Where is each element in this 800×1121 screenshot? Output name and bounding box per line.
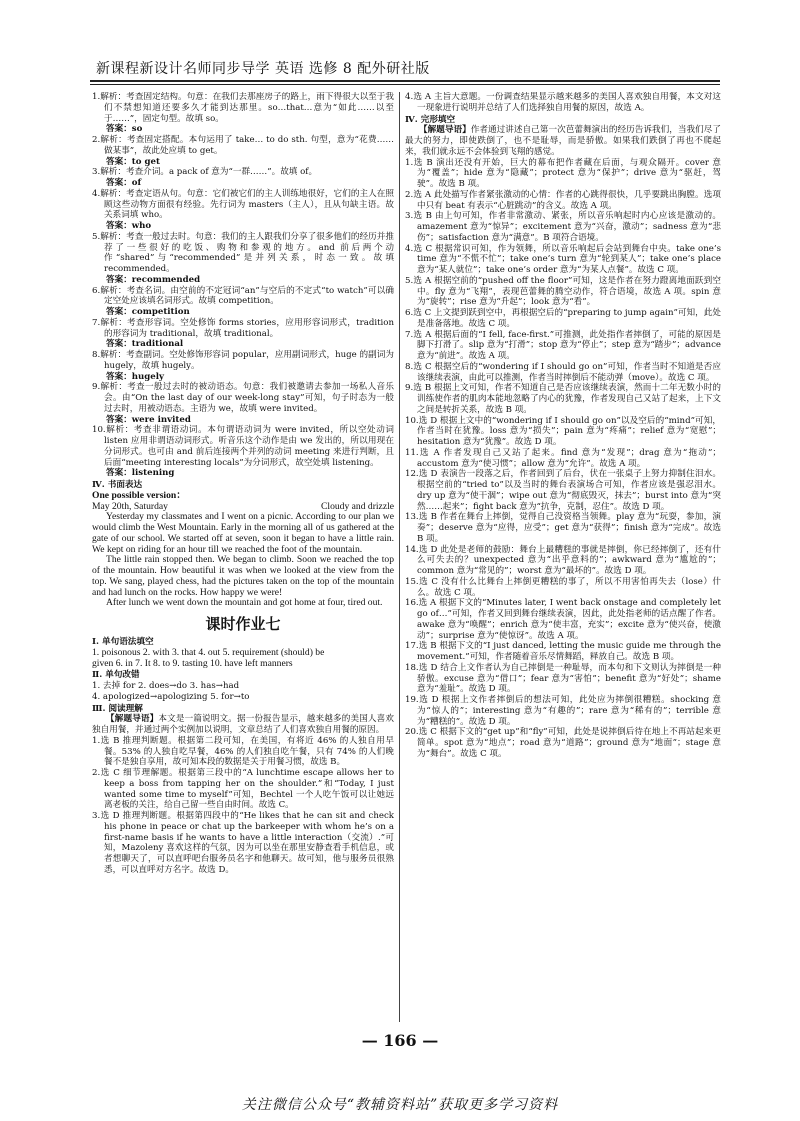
item-text: 解析：考查非谓语动词。本句谓语动词为 were invited，所以空处动词 listen 应用非谓语动词形式。听音乐这个动作是由 we 发出的，所以用现在分词形式。也可由 and 前后连接两个并列的动词 meeting 来进行判断，且后面“meeting interesting locals”为分词形式，故空处填 listening。 <box>104 425 394 468</box>
item-text: 选 A 作者发现自己又站了起来。find 意为“发现”；drag 意为“拖动”；accustom 意为“使习惯”；allow 意为“允许”。故选 A 项。 <box>417 447 721 469</box>
item-number: 2. <box>405 189 414 200</box>
answer-item <box>92 768 394 811</box>
item-number: 15. <box>405 576 419 587</box>
answer-item <box>92 189 394 221</box>
item-number: 16. <box>405 598 419 609</box>
item-number: 10. <box>92 425 106 436</box>
item-text: 选 C 根据空后的“wondering if I should go on”可知，作者当时不知道是否应该继续表演，由此可以推测，作者当时摔倒后不能动弹（move）。故选 C 项。 <box>413 361 721 383</box>
lesson-title: 课时作业七 <box>205 615 281 633</box>
answer-item <box>405 211 721 243</box>
answer-item <box>405 308 721 330</box>
section-heading-correction: Ⅱ. 单句改错 <box>92 670 140 681</box>
answer-item <box>92 92 394 124</box>
guide-label: 【解题导语】 <box>106 714 159 725</box>
item-number: 4. <box>92 188 101 199</box>
item-text: 选 C 根据下文的“get up”和“fly”可知，此处是说摔倒后待在地上不再站起来更简单。spot 意为“地点”；road 意为“道路”；ground 意为“地面”；stage 意为“舞台”。故选 C 项。 <box>417 727 721 759</box>
answer-item <box>405 598 721 641</box>
section-heading-fill: Ⅰ. 单句语法填空 <box>92 637 154 647</box>
reading-answer-4 <box>405 92 721 114</box>
item-number: 9. <box>92 382 101 393</box>
answer-line: 答案：hugely <box>106 371 165 382</box>
version-label: One possible version： <box>92 489 186 501</box>
item-text: 解析：考查一般过去时的被动语态。句意：我们被邀请去参加一场私人音乐会。由“On the last day of our week-long stay”可知，句子时态为一般过去时，用被动语态。主语为 we，故填 were invited。 <box>100 382 394 414</box>
item-text: 选 B 推理判断题。根据第二段可知，在美国，有将近 46% 的人独自用早餐。53% 的人独自吃早餐，46% 的人们独自吃午餐，只有 74% 的人们晚餐不是独自享用，故可知本段的数据是关于用餐习惯，故选 B。 <box>100 735 394 768</box>
answer-line: 答案：competition <box>106 307 190 317</box>
left-column <box>92 92 394 1022</box>
item-number: 6. <box>92 285 101 296</box>
item-text: 选 B 根据上文可知，作者不知道自己是否应该继续表演，然而十二年无数小时的训练使作者的肌肉本能地忽略了内心的犹豫，作者发现自己又站了起来，上下文之间是转折关系，故选 B 项。 <box>413 383 721 415</box>
item-number: 1. <box>405 157 414 168</box>
item-text: 解析：考查副词。空处修饰形容词 popular，应用副词形式，huge 的副词为 hugely，故填 hugely。 <box>100 350 394 371</box>
cloze-guide <box>405 125 721 157</box>
answer-item <box>405 577 721 599</box>
fill-answers-line-2: given 6. in 7. It 8. to 9. tasting 10. have left manners <box>92 657 293 669</box>
item-number: 3. <box>92 167 101 178</box>
item-text: 解析：考查介词。a pack of 意为“一群……”。故填 of。 <box>100 167 318 178</box>
answer-item <box>405 330 721 362</box>
answer-item <box>405 416 721 448</box>
section-heading-writing: Ⅳ. 书面表达 <box>92 480 143 490</box>
item-text: 选 D 结合上文作者认为自己摔倒是一种耻辱，而本句和下文则认为摔倒是一种骄傲。excuse 意为“借口”；fear 意为“害怕”；benefit 意为“好处”；shame 意为“羞耻”。故选 D 项。 <box>417 662 721 695</box>
answer-item <box>405 641 721 663</box>
essay-weather: Cloudy and drizzle <box>321 500 394 512</box>
item-text: 选 B 根据下文的“I just danced, letting the music guide me through the movement.”可知，作者随着音乐尽情舞蹈，释放自己。故选 B 项。 <box>417 641 721 662</box>
footer-note: 关注微信公众号“教辅资料站”获取更多学习资料 <box>241 1097 559 1113</box>
essay-paragraph: Yesterday my classmates and I went on a picnic. According to our plan we would climb the West Mountain. Early in the morning all of us gathered at the gate of our school. We started off at seven, soon it began to have a little rain. We kept on riding for an hour till we reached the foot of the mountain. <box>92 511 394 555</box>
item-number: 5. <box>405 275 414 286</box>
answer-line: 答案：were invited <box>106 414 191 425</box>
answer-line: 答案：to get <box>106 156 160 167</box>
item-number: 11. <box>405 447 419 458</box>
answer-item <box>405 190 721 212</box>
item-text: 选 B 演出还没有开始，巨大的幕布把作者藏在后面，与观众隔开。cover 意为“覆盖”；hide 意为“隐藏”；protect 意为“保护”；drive 意为“驱赶，驾驶”。故选 B 项。 <box>413 157 721 189</box>
answer-item <box>405 448 721 470</box>
item-text: 选 A 根据下文的“Minutes later, I went back onstage and completely let go of…”可知，作者又回到舞台继续表演，因此，此处指老师的话点醒了作者。awake 意为“唤醒”；enrich 意为“使丰富，充实”；excite 意为“使兴奋，使激动”；surprise 意为“使惊讶”。故选 A 项。 <box>417 598 721 641</box>
item-text: 选 D 根据上文中的“wondering if I should go on”以及空后的“mind”可知，作者当时在犹豫。loss 意为“损失”；pain 意为“疼痛”；relief 意为“宽慰”；hesitation 意为“犹豫”。故选 D 项。 <box>417 415 721 447</box>
answer-line: 答案：listening <box>106 468 175 479</box>
answer-item <box>92 425 394 468</box>
answer-item <box>405 695 721 727</box>
item-number: 19. <box>405 695 419 705</box>
answer-item <box>92 167 394 178</box>
item-text: 解析：考查固定结构。句意：在我们去那座房子的路上，雨下得很大以至于我们不禁想知道还要多久才能到达那里。so…that…意为“如此……以至于……”，固定句型。故填 so。 <box>100 92 394 124</box>
item-text: 解析：考查定语从句。句意：它们被它们的主人训练地很好，它们的主人在照顾这些动物方面很有经验。先行词为 masters（主人），且从句缺主语。故关系词填 who。 <box>100 188 394 221</box>
item-number: 14. <box>405 544 419 555</box>
answer-line: 答案：who <box>106 221 152 231</box>
item-number: 4. <box>405 92 414 102</box>
answer-list-reading <box>92 736 394 876</box>
item-number: 6. <box>405 308 414 318</box>
essay-paragraph: The little rain stopped then. We began to climb. Soon we reached the top of the mountain. How beautiful it was when we looked at the view from the top. We sang, played chess, had the pictures taken on the top of the mountain and had lunch on the rocks. How happy we were! <box>92 554 394 598</box>
item-text: 选 D 表演告一段落之后，作者回到了后台，伏在一张桌子上努力抑制住泪水。根据空前的“tried to”以及当时的舞台表演场合可知，作者应该是强忍泪水。dry up 意为“使干涸”；wipe out 意为“彻底毁灭，抹去”；burst into 意为“突然……起来”；fight back 意为“抗争，克制，忍住”。故选 D 项。 <box>417 469 721 512</box>
answer-item <box>405 512 721 544</box>
answer-line: 答案：recommended <box>106 274 201 285</box>
item-text: 选 C 上文提到跃到空中，再根据空后的“preparing to jump again”可知，此处是准备落地。故选 C 项。 <box>413 308 721 329</box>
answer-item <box>92 811 394 876</box>
running-header: 新课程新设计名师同步导学 英语 选修 8 配外研社版 <box>96 61 430 77</box>
item-text: 选 B 由上句可知，作者非常激动、紧张，所以音乐响起时内心应该是激动的。amazement 意为“惊异”；excitement 意为“兴奋，激动”；sadness 意为“悲伤”；satisfaction 意为“满意”。B 项符合语境。 <box>413 211 721 243</box>
item-text: 选 D 推理判断题。根据第四段中的“He likes that he can sit and check his phone in peace or chat up the barkeeper with whom he’s on a first-name basis if he wants to have a little interaction（交流）.”可知，Mazoleny 喜欢这样的气氛，因为可以坐在那里安静查看手机信息，或者想聊天了，可以直呼吧台服务员名字和他聊天。故可知，他与服务员很熟悉，可以直呼对方名字。故选 D。 <box>100 811 394 875</box>
answer-list-cloze <box>405 158 721 760</box>
item-number: 12. <box>405 469 419 480</box>
item-number: 10. <box>405 415 419 426</box>
answer-item <box>405 383 721 415</box>
item-number: 8. <box>92 350 101 360</box>
item-number: 4. <box>405 243 414 254</box>
answer-line: 答案：so <box>106 124 143 135</box>
item-number: 7. <box>92 317 101 328</box>
answer-item <box>405 244 721 276</box>
essay-paragraph: After lunch we went down the mountain and got home at four, tired out. <box>106 597 383 609</box>
item-text: 选 A 根据空前的“pushed off the floor”可知，这是作者在努力蹬离地面跃到空中。fly 意为“飞翔”，表现芭蕾舞的腾空动作，符合语境，故选 A 项。spin 意为“旋转”；rise 意为“升起”；look 意为“看”。 <box>413 275 721 308</box>
item-text: 解析：考查固定搭配。本句运用了 take… to do sth. 句型，意为“花费……做某事”，故此处应填 to get。 <box>100 135 394 156</box>
item-text: 选 A 主旨大意题。一份调查结果显示越来越多的美国人喜欢独自用餐，本文对这一现象进行说明并总结了人们选择独自用餐的原因，故选 A。 <box>413 92 721 113</box>
answer-item <box>92 318 394 340</box>
answer-item <box>405 276 721 308</box>
item-text: 解析：考查形容词。空处修饰 forms stories，应用形容词形式，tradition 的形容词为 traditional，故填 traditional。 <box>100 317 394 339</box>
item-number: 2. <box>92 768 101 778</box>
answer-item <box>92 382 394 414</box>
answer-item <box>405 727 721 759</box>
item-text: 解析：考查一般过去时。句意：我们的主人跟我们分享了很多他们的经历并推荐了一些很好的吃饭、购物和参观的地方。and 前后两个动作“shared”与“recommended”是并列关系，时态一致。故填 recommended。 <box>100 231 394 274</box>
item-number: 5. <box>92 231 101 242</box>
item-number: 2. <box>92 135 101 145</box>
column-divider <box>399 92 400 1022</box>
answer-item <box>405 545 721 577</box>
answer-item <box>92 350 394 372</box>
item-number: 17. <box>405 641 419 652</box>
guide-text: 作者通过讲述自己第一次芭蕾舞演出的经历告诉我们，当我们尽了最大的努力，即使跌倒了，也不是耻辱，而是骄傲。如果我们跌倒了再也不爬起来，我们就永远不会体验到飞翔的感觉。 <box>405 125 721 157</box>
item-text: 选 D 此处是老师的鼓励：舞台上最糟糕的事就是摔倒，你已经摔倒了，还有什么可失去的？unexpected 意为“出乎意料的”；awkward 意为“尴尬的”；common 意为“常见的”；worst 意为“最坏的”。故选 D 项。 <box>417 544 721 576</box>
reading-guide <box>92 714 394 736</box>
item-number: 20. <box>405 727 419 738</box>
answer-list-grammar <box>92 92 394 479</box>
answer-item <box>405 158 721 190</box>
answer-line: 答案：of <box>106 178 142 188</box>
fill-answers-line-1: 1. poisonous 2. with 3. that 4. out 5. requirement (should) be <box>92 646 325 658</box>
item-text: 选 A 此处描写作者紧张激动的心情：作者的心跳得很快，几乎要跳出胸膛。选项中只有 beat 有表示“心脏跳动”的含义。故选 A 项。 <box>413 189 721 211</box>
answer-line: 答案：traditional <box>106 339 184 350</box>
page-number: — 166 — <box>361 1031 439 1050</box>
item-number: 7. <box>405 329 414 340</box>
item-text: 选 D 根据上文作者摔倒后的想法可知，此处应为摔倒很糟糕。shocking 意为“惊人的”；interesting 意为“有趣的”；rare 意为“稀有的”；terrible 意为“糟糕的”。故选 D 项。 <box>417 695 721 727</box>
correction-answers-line-1: 1. 去掉 for 2. does→do 3. has→had <box>92 681 240 691</box>
guide-text: 本文是一篇说明文。据一份报告显示，越来越多的美国人喜欢独自用餐，并通过两个实例加以说明，文章总结了人们喜欢独自用餐的原因。 <box>92 714 394 735</box>
guide-label: 【解题导语】 <box>419 125 471 136</box>
answer-item <box>92 736 394 768</box>
answer-item <box>92 286 394 308</box>
header-rule <box>90 80 720 82</box>
item-number: 3. <box>405 211 414 222</box>
item-number: 1. <box>92 735 101 746</box>
item-text: 选 C 没有什么比舞台上摔倒更糟糕的事了，所以不用害怕再失去（lose）什么。故选 C 项。 <box>417 576 721 598</box>
item-number: 18. <box>405 662 419 673</box>
answer-item <box>405 469 721 512</box>
item-text: 选 A 根据后面的“I fell, face-first.”可推测，此处指作者摔倒了，可能的原因是脚下打滑了。slip 意为“打滑”；stop 意为“停止”；step 意为“踏步”；advance 意为“前进”。故选 A 项。 <box>413 329 721 361</box>
item-text: 选 C 细节理解题。根据第三段中的“A lunchtime escape allows her to keep a boss from tapping her on the shoulder.”和“Today, I just wanted some time to myself”可知，Bechtel 一个人吃午饭可以让她远离老板的关注，给自己留一些自由时间。故选 C。 <box>100 768 394 811</box>
essay-body <box>92 512 394 609</box>
item-text: 选 B 作者在舞台上摔倒，觉得自己没资格当领舞。play 意为“玩耍，参加，演奏”；deserve 意为“应得，应受”；get 意为“获得”；finish 意为“完成”。故选 B 项。 <box>417 512 721 544</box>
item-text: 解析：考查名词。由空前的不定冠词“an”与空后的不定式“to watch”可以确定空处应该填名词形式。故填 competition。 <box>100 285 394 307</box>
section-heading-cloze: Ⅳ. 完形填空 <box>405 114 456 125</box>
right-column <box>405 92 721 1022</box>
answer-item <box>405 663 721 695</box>
item-number: 9. <box>405 383 414 394</box>
answer-item <box>92 232 394 275</box>
header-rule-thin <box>90 84 720 85</box>
essay-date: May 20th, Saturday <box>92 500 168 512</box>
answer-item <box>92 135 394 157</box>
correction-answers-line-2: 4. apologized→apologizing 5. for→to <box>92 691 250 702</box>
item-number: 8. <box>405 361 414 372</box>
item-number: 1. <box>92 92 101 102</box>
section-heading-reading: Ⅲ. 阅读理解 <box>92 703 143 714</box>
item-text: 选 C 根据常识可知，作为领舞，所以音乐响起后会站到舞台中央。take one’s time 意为“不慌不忙”；take one’s turn 意为“轮到某人”；take one’s place 意为“某人就位”；take one’s order 意为“为某人点餐”。故选 C 项。 <box>413 243 721 275</box>
answer-item <box>405 362 721 384</box>
item-number: 3. <box>92 811 101 821</box>
item-number: 13. <box>405 512 419 523</box>
